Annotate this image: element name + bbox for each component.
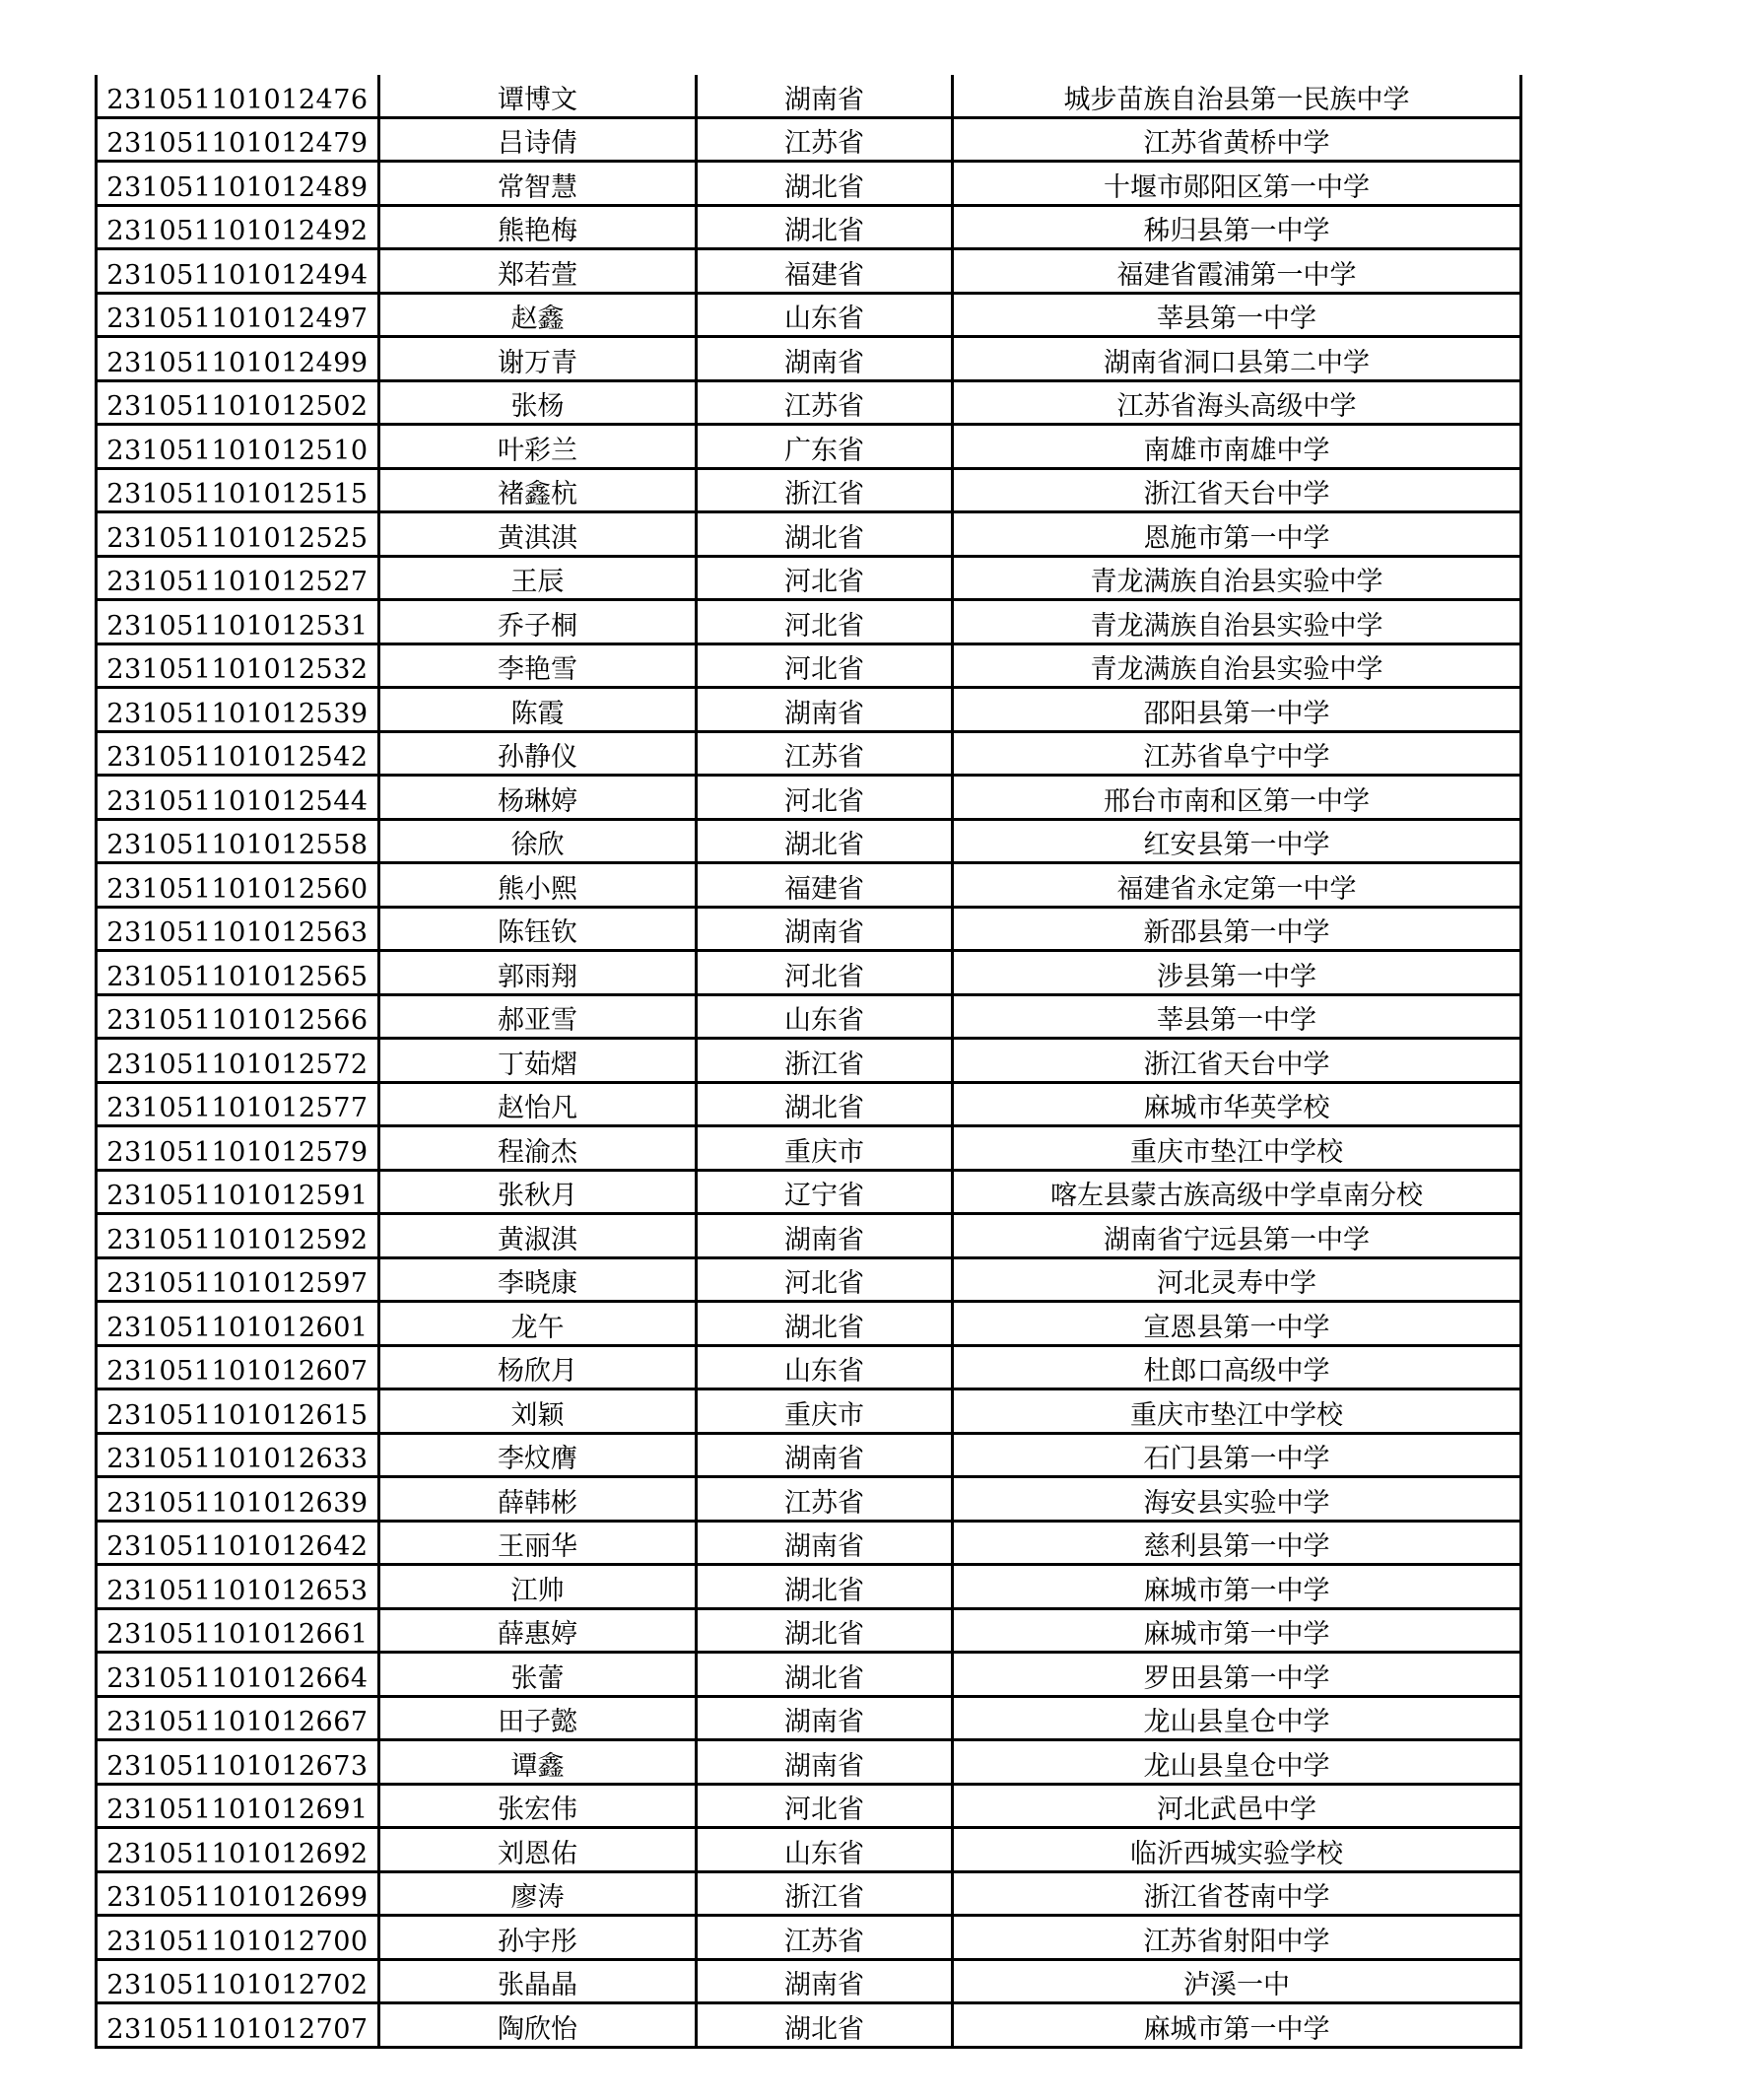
student-name-cell: 谭鑫 xyxy=(379,1740,697,1785)
province-cell: 河北省 xyxy=(697,951,953,995)
school-cell: 麻城市华英学校 xyxy=(953,1082,1521,1126)
student-name-cell: 龙午 xyxy=(379,1302,697,1346)
table-row xyxy=(97,1565,1521,1609)
province-cell: 河北省 xyxy=(697,644,953,688)
student-name-cell: 张蕾 xyxy=(379,1653,697,1697)
table-row xyxy=(97,249,1521,294)
province-cell: 江苏省 xyxy=(697,117,953,162)
province-cell: 湖南省 xyxy=(697,1214,953,1258)
table-row xyxy=(97,1257,1521,1302)
school-cell: 秭归县第一中学 xyxy=(953,205,1521,249)
province-cell: 山东省 xyxy=(697,293,953,337)
student-name-cell: 江帅 xyxy=(379,1565,697,1609)
candidate-id-cell: 231051101012597 xyxy=(97,1257,379,1302)
table-row xyxy=(97,819,1521,863)
candidate-id-cell: 231051101012532 xyxy=(97,644,379,688)
table-row xyxy=(97,994,1521,1039)
school-cell: 浙江省天台中学 xyxy=(953,468,1521,512)
student-name-cell: 陈钰钦 xyxy=(379,907,697,951)
student-name-cell: 孙宇彤 xyxy=(379,1916,697,1960)
school-cell: 龙山县皇仓中学 xyxy=(953,1740,1521,1785)
candidate-id-cell: 231051101012476 xyxy=(97,75,379,117)
school-cell: 龙山县皇仓中学 xyxy=(953,1696,1521,1740)
candidate-id-cell: 231051101012633 xyxy=(97,1433,379,1477)
school-cell: 涉县第一中学 xyxy=(953,951,1521,995)
student-name-cell: 郭雨翔 xyxy=(379,951,697,995)
school-cell: 湖南省宁远县第一中学 xyxy=(953,1214,1521,1258)
province-cell: 湖北省 xyxy=(697,819,953,863)
table-row xyxy=(97,1302,1521,1346)
school-cell: 重庆市垫江中学校 xyxy=(953,1126,1521,1171)
student-name-cell: 郝亚雪 xyxy=(379,994,697,1039)
province-cell: 河北省 xyxy=(697,556,953,600)
student-name-cell: 谢万青 xyxy=(379,337,697,381)
student-name-cell: 吕诗倩 xyxy=(379,117,697,162)
student-name-cell: 张秋月 xyxy=(379,1170,697,1214)
table-row xyxy=(97,951,1521,995)
student-name-cell: 丁茹熠 xyxy=(379,1039,697,1083)
province-cell: 浙江省 xyxy=(697,1039,953,1083)
table-row xyxy=(97,907,1521,951)
school-cell: 宣恩县第一中学 xyxy=(953,1302,1521,1346)
student-name-cell: 李炆膺 xyxy=(379,1433,697,1477)
school-cell: 江苏省射阳中学 xyxy=(953,1916,1521,1960)
table-row xyxy=(97,468,1521,512)
candidate-id-cell: 231051101012661 xyxy=(97,1608,379,1653)
candidate-id-cell: 231051101012700 xyxy=(97,1916,379,1960)
table-row xyxy=(97,512,1521,557)
candidate-id-cell: 231051101012699 xyxy=(97,1871,379,1916)
table-row xyxy=(97,731,1521,776)
province-cell: 湖南省 xyxy=(697,337,953,381)
province-cell: 山东省 xyxy=(697,1345,953,1389)
candidate-id-cell: 231051101012499 xyxy=(97,337,379,381)
province-cell: 广东省 xyxy=(697,425,953,469)
candidate-id-cell: 231051101012539 xyxy=(97,688,379,732)
table-row xyxy=(97,688,1521,732)
province-cell: 河北省 xyxy=(697,1784,953,1828)
student-name-cell: 郑若萱 xyxy=(379,249,697,294)
candidate-id-cell: 231051101012560 xyxy=(97,863,379,908)
student-name-cell: 谭博文 xyxy=(379,75,697,117)
student-name-cell: 刘颖 xyxy=(379,1389,697,1434)
province-cell: 福建省 xyxy=(697,249,953,294)
table-row xyxy=(97,1784,1521,1828)
student-name-cell: 王辰 xyxy=(379,556,697,600)
student-name-cell: 张宏伟 xyxy=(379,1784,697,1828)
student-name-cell: 薛惠婷 xyxy=(379,1608,697,1653)
school-cell: 新邵县第一中学 xyxy=(953,907,1521,951)
candidate-id-cell: 231051101012565 xyxy=(97,951,379,995)
table-row xyxy=(97,425,1521,469)
school-cell: 城步苗族自治县第一民族中学 xyxy=(953,75,1521,117)
student-name-cell: 熊小熙 xyxy=(379,863,697,908)
school-cell: 浙江省苍南中学 xyxy=(953,1871,1521,1916)
school-cell: 喀左县蒙古族高级中学卓南分校 xyxy=(953,1170,1521,1214)
roster-table-body xyxy=(97,75,1521,2047)
student-name-cell: 黄淑淇 xyxy=(379,1214,697,1258)
candidate-id-cell: 231051101012592 xyxy=(97,1214,379,1258)
province-cell: 江苏省 xyxy=(697,1477,953,1522)
candidate-id-cell: 231051101012639 xyxy=(97,1477,379,1522)
school-cell: 泸溪一中 xyxy=(953,1959,1521,2003)
school-cell: 恩施市第一中学 xyxy=(953,512,1521,557)
table-row xyxy=(97,1740,1521,1785)
student-name-cell: 常智慧 xyxy=(379,162,697,206)
candidate-id-cell: 231051101012615 xyxy=(97,1389,379,1434)
student-name-cell: 徐欣 xyxy=(379,819,697,863)
candidate-id-cell: 231051101012492 xyxy=(97,205,379,249)
school-cell: 罗田县第一中学 xyxy=(953,1653,1521,1697)
student-name-cell: 孙静仪 xyxy=(379,731,697,776)
student-name-cell: 叶彩兰 xyxy=(379,425,697,469)
province-cell: 辽宁省 xyxy=(697,1170,953,1214)
table-row xyxy=(97,1345,1521,1389)
table-row xyxy=(97,1916,1521,1960)
table-row xyxy=(97,337,1521,381)
school-cell: 海安县实验中学 xyxy=(953,1477,1521,1522)
province-cell: 湖南省 xyxy=(697,1521,953,1565)
school-cell: 青龙满族自治县实验中学 xyxy=(953,556,1521,600)
province-cell: 湖南省 xyxy=(697,1696,953,1740)
province-cell: 湖南省 xyxy=(697,1959,953,2003)
province-cell: 湖北省 xyxy=(697,1302,953,1346)
school-cell: 十堰市郧阳区第一中学 xyxy=(953,162,1521,206)
school-cell: 邵阳县第一中学 xyxy=(953,688,1521,732)
school-cell: 红安县第一中学 xyxy=(953,819,1521,863)
province-cell: 湖南省 xyxy=(697,1433,953,1477)
student-name-cell: 赵怡凡 xyxy=(379,1082,697,1126)
school-cell: 福建省霞浦第一中学 xyxy=(953,249,1521,294)
candidate-id-cell: 231051101012515 xyxy=(97,468,379,512)
province-cell: 重庆市 xyxy=(697,1389,953,1434)
candidate-id-cell: 231051101012494 xyxy=(97,249,379,294)
school-cell: 浙江省天台中学 xyxy=(953,1039,1521,1083)
school-cell: 邢台市南和区第一中学 xyxy=(953,776,1521,820)
table-row xyxy=(97,75,1521,117)
candidate-id-cell: 231051101012527 xyxy=(97,556,379,600)
candidate-id-cell: 231051101012667 xyxy=(97,1696,379,1740)
student-name-cell: 李晓康 xyxy=(379,1257,697,1302)
student-name-cell: 程渝杰 xyxy=(379,1126,697,1171)
table-row xyxy=(97,1653,1521,1697)
table-row xyxy=(97,380,1521,425)
school-cell: 湖南省洞口县第二中学 xyxy=(953,337,1521,381)
student-name-cell: 张杨 xyxy=(379,380,697,425)
table-row xyxy=(97,1959,1521,2003)
province-cell: 湖北省 xyxy=(697,1608,953,1653)
table-row xyxy=(97,556,1521,600)
student-name-cell: 张晶晶 xyxy=(379,1959,697,2003)
table-row xyxy=(97,1389,1521,1434)
candidate-id-cell: 231051101012653 xyxy=(97,1565,379,1609)
school-cell: 临沂西城实验学校 xyxy=(953,1828,1521,1872)
school-cell: 青龙满族自治县实验中学 xyxy=(953,644,1521,688)
province-cell: 浙江省 xyxy=(697,1871,953,1916)
candidate-id-cell: 231051101012563 xyxy=(97,907,379,951)
table-row xyxy=(97,1696,1521,1740)
student-name-cell: 陈霞 xyxy=(379,688,697,732)
student-name-cell: 赵鑫 xyxy=(379,293,697,337)
province-cell: 湖北省 xyxy=(697,1653,953,1697)
student-name-cell: 乔子桐 xyxy=(379,600,697,644)
school-cell: 麻城市第一中学 xyxy=(953,1565,1521,1609)
province-cell: 湖北省 xyxy=(697,162,953,206)
candidate-id-cell: 231051101012642 xyxy=(97,1521,379,1565)
candidate-id-cell: 231051101012579 xyxy=(97,1126,379,1171)
table-row xyxy=(97,205,1521,249)
province-cell: 湖南省 xyxy=(697,688,953,732)
candidate-id-cell: 231051101012566 xyxy=(97,994,379,1039)
province-cell: 河北省 xyxy=(697,600,953,644)
school-cell: 杜郎口高级中学 xyxy=(953,1345,1521,1389)
school-cell: 江苏省阜宁中学 xyxy=(953,731,1521,776)
candidate-id-cell: 231051101012707 xyxy=(97,2003,379,2048)
student-name-cell: 熊艳梅 xyxy=(379,205,697,249)
province-cell: 重庆市 xyxy=(697,1126,953,1171)
student-name-cell: 廖涛 xyxy=(379,1871,697,1916)
table-row xyxy=(97,1170,1521,1214)
school-cell: 河北武邑中学 xyxy=(953,1784,1521,1828)
table-row xyxy=(97,1214,1521,1258)
candidate-id-cell: 231051101012502 xyxy=(97,380,379,425)
province-cell: 江苏省 xyxy=(697,1916,953,1960)
table-row xyxy=(97,1828,1521,1872)
province-cell: 山东省 xyxy=(697,994,953,1039)
table-row xyxy=(97,117,1521,162)
student-name-cell: 黄淇淇 xyxy=(379,512,697,557)
province-cell: 浙江省 xyxy=(697,468,953,512)
candidate-id-cell: 231051101012525 xyxy=(97,512,379,557)
candidate-id-cell: 231051101012577 xyxy=(97,1082,379,1126)
candidate-id-cell: 231051101012510 xyxy=(97,425,379,469)
table-row xyxy=(97,162,1521,206)
candidate-id-cell: 231051101012558 xyxy=(97,819,379,863)
province-cell: 湖南省 xyxy=(697,907,953,951)
candidate-id-cell: 231051101012664 xyxy=(97,1653,379,1697)
table-row xyxy=(97,1521,1521,1565)
table-row xyxy=(97,1477,1521,1522)
candidate-id-cell: 231051101012544 xyxy=(97,776,379,820)
candidate-id-cell: 231051101012531 xyxy=(97,600,379,644)
candidate-id-cell: 231051101012591 xyxy=(97,1170,379,1214)
student-name-cell: 薛韩彬 xyxy=(379,1477,697,1522)
province-cell: 湖南省 xyxy=(697,75,953,117)
candidate-id-cell: 231051101012691 xyxy=(97,1784,379,1828)
province-cell: 江苏省 xyxy=(697,380,953,425)
candidate-id-cell: 231051101012542 xyxy=(97,731,379,776)
table-row xyxy=(97,644,1521,688)
school-cell: 江苏省海头高级中学 xyxy=(953,380,1521,425)
school-cell: 河北灵寿中学 xyxy=(953,1257,1521,1302)
candidate-id-cell: 231051101012607 xyxy=(97,1345,379,1389)
candidate-id-cell: 231051101012673 xyxy=(97,1740,379,1785)
candidate-id-cell: 231051101012572 xyxy=(97,1039,379,1083)
table-row xyxy=(97,2003,1521,2048)
student-name-cell: 杨欣月 xyxy=(379,1345,697,1389)
school-cell: 莘县第一中学 xyxy=(953,293,1521,337)
student-name-cell: 李艳雪 xyxy=(379,644,697,688)
province-cell: 湖北省 xyxy=(697,2003,953,2048)
table-row xyxy=(97,863,1521,908)
table-row xyxy=(97,600,1521,644)
school-cell: 福建省永定第一中学 xyxy=(953,863,1521,908)
table-row xyxy=(97,1608,1521,1653)
student-name-cell: 杨琳婷 xyxy=(379,776,697,820)
table-row xyxy=(97,1433,1521,1477)
school-cell: 石门县第一中学 xyxy=(953,1433,1521,1477)
candidate-id-cell: 231051101012601 xyxy=(97,1302,379,1346)
school-cell: 青龙满族自治县实验中学 xyxy=(953,600,1521,644)
school-cell: 重庆市垫江中学校 xyxy=(953,1389,1521,1434)
candidate-id-cell: 231051101012479 xyxy=(97,117,379,162)
province-cell: 湖北省 xyxy=(697,1565,953,1609)
student-name-cell: 田子懿 xyxy=(379,1696,697,1740)
candidate-id-cell: 231051101012692 xyxy=(97,1828,379,1872)
school-cell: 江苏省黄桥中学 xyxy=(953,117,1521,162)
table-row xyxy=(97,1871,1521,1916)
table-row xyxy=(97,776,1521,820)
candidate-id-cell: 231051101012489 xyxy=(97,162,379,206)
student-name-cell: 刘恩佑 xyxy=(379,1828,697,1872)
province-cell: 江苏省 xyxy=(697,731,953,776)
table-row xyxy=(97,293,1521,337)
student-name-cell: 王丽华 xyxy=(379,1521,697,1565)
school-cell: 南雄市南雄中学 xyxy=(953,425,1521,469)
school-cell: 麻城市第一中学 xyxy=(953,1608,1521,1653)
province-cell: 福建省 xyxy=(697,863,953,908)
school-cell: 麻城市第一中学 xyxy=(953,2003,1521,2048)
table-row xyxy=(97,1126,1521,1171)
table-row xyxy=(97,1039,1521,1083)
province-cell: 湖北省 xyxy=(697,205,953,249)
province-cell: 河北省 xyxy=(697,1257,953,1302)
province-cell: 山东省 xyxy=(697,1828,953,1872)
province-cell: 湖南省 xyxy=(697,1740,953,1785)
province-cell: 湖北省 xyxy=(697,512,953,557)
province-cell: 湖北省 xyxy=(697,1082,953,1126)
province-cell: 河北省 xyxy=(697,776,953,820)
school-cell: 慈利县第一中学 xyxy=(953,1521,1521,1565)
student-name-cell: 陶欣怡 xyxy=(379,2003,697,2048)
roster-table xyxy=(95,75,1522,2049)
candidate-id-cell: 231051101012702 xyxy=(97,1959,379,2003)
table-row xyxy=(97,1082,1521,1126)
candidate-id-cell: 231051101012497 xyxy=(97,293,379,337)
school-cell: 莘县第一中学 xyxy=(953,994,1521,1039)
student-name-cell: 褚鑫杭 xyxy=(379,468,697,512)
